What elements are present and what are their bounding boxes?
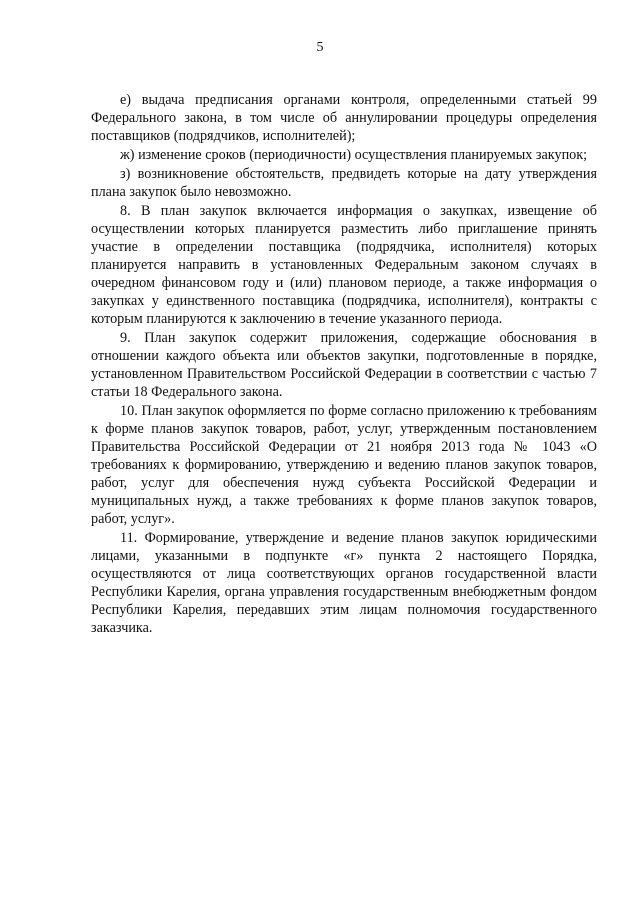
paragraph-11: 11. Формирование, утверждение и ведение планов закупок юридическими лицами, указанными в подпункте «г» пункта 2 настоящего Порядка, осуществляются от лица соответствующих органов государственной власти Республики Карелия, органа управления государственным внебюджетным фондом Республики Карелия, передавших этим лицам полномочия государственного заказчика. xyxy=(91,530,597,636)
page-number: 5 xyxy=(316,40,324,55)
paragraph-zh: ж) изменение сроков (периодичности) осуществления планируемых закупок; xyxy=(120,147,588,163)
document-body xyxy=(91,91,597,638)
paragraph-10: 10. План закупок оформляется по форме согласно приложению к требованиям к форме планов закупок товаров, работ, услуг, утвержденным постановлением Правительства Российской Федерации от 21 ноября 2013 года № 1043 «О требованиях к формированию, утверждению и ведению планов закупок товаров, работ, услуг для обеспечения нужд субъекта Российской Федерации и муниципальных нужд, а также требованиях к форме планов закупок товаров, работ, услуг». xyxy=(91,403,597,527)
paragraph-9: 9. План закупок содержит приложения, содержащие обоснования в отношении каждого объекта или объектов закупки, подготовленные в порядке, установленном Правительством Российской Федерации в соответствии с частью 7 статьи 18 Федерального закона. xyxy=(91,330,597,400)
paragraph-z: з) возникновение обстоятельств, предвидеть которые на дату утверждения плана закупок было невозможно. xyxy=(91,166,597,200)
paragraph-8: 8. В план закупок включается информация о закупках, извещение об осуществлении которых планируется разместить либо приглашение принять участие в определении поставщика (подрядчика, исполнителя) которых планируется направить в установленных Федеральным законом случаях в очередном финансовом году и (или) плановом периоде, а также информация о закупках у единственного поставщика (подрядчика, исполнителя), контракты с которым планируются к заключению в течение указанного периода. xyxy=(91,203,597,327)
paragraph-e: е) выдача предписания органами контроля, определенными статьей 99 Федерального закона, в том числе об аннулировании процедуры определения поставщиков (подрядчиков, исполнителей); xyxy=(91,92,597,144)
